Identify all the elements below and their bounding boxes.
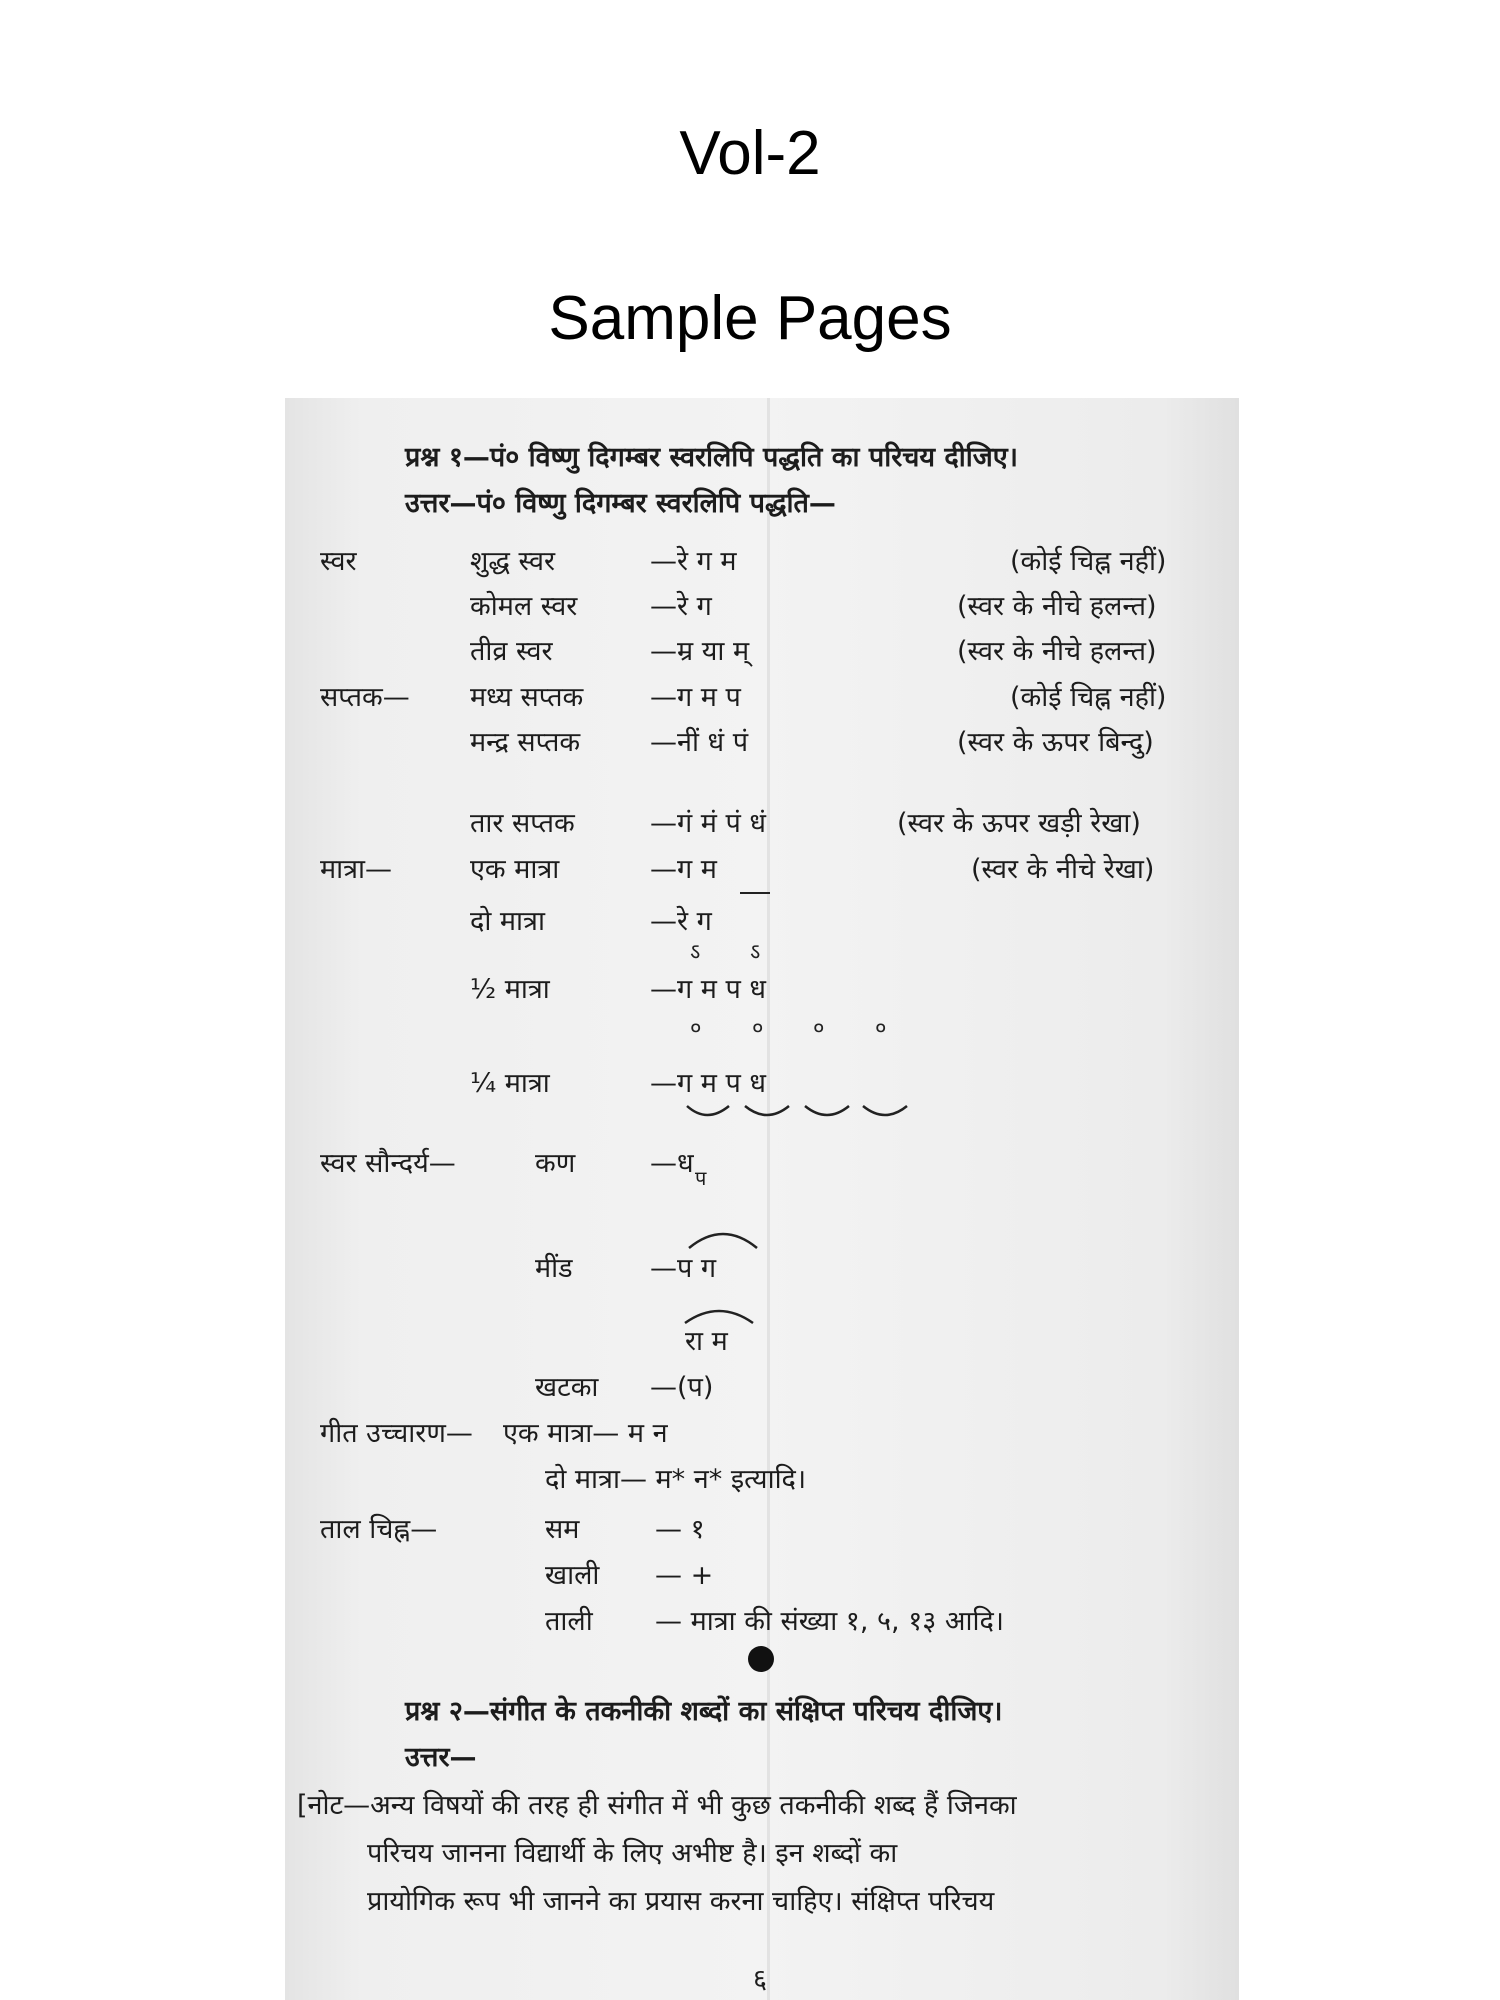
komal-mark: (स्वर के नीचे हलन्त) — [957, 591, 1157, 622]
answer-2: उत्तर— — [405, 1742, 477, 1773]
scanned-page — [285, 398, 1239, 2000]
half-matra-circle: ० — [813, 1016, 825, 1041]
shuddh-mark: (कोई चिह्न नहीं) — [1010, 546, 1167, 577]
answer-1: उत्तर—पं० विष्णु दिगम्बर स्वरलिपि पद्धति— — [405, 488, 836, 519]
ra-ma: रा म — [685, 1326, 728, 1357]
sam-value: — १ — [655, 1514, 705, 1545]
mandra-mark: (स्वर के ऊपर बिन्दु) — [957, 727, 1154, 758]
ek-matra: एक मात्रा — [470, 854, 560, 885]
note-line-3: प्रायोगिक रूप भी जानने का प्रयास करना चाहिए। संक्षिप्त परिचय — [367, 1886, 995, 1917]
meend: मींड — [535, 1253, 573, 1284]
ek-matra-notes: —ग म — [650, 854, 717, 885]
quarter-matra-arcs — [685, 1104, 915, 1126]
madhya-mark: (कोई चिह्न नहीं) — [1010, 682, 1167, 713]
note-line-2: परिचय जानना विद्यार्थी के लिए अभीष्ट है। इन शब्दों का — [367, 1838, 898, 1869]
tivra-mark: (स्वर के नीचे हलन्त) — [957, 636, 1157, 667]
kan-notes: —ध — [650, 1148, 694, 1179]
section-divider-dot — [748, 1646, 774, 1672]
page-fold — [767, 398, 770, 2000]
sam: सम — [545, 1514, 580, 1545]
note-line-1: [नोट—अन्य विषयों की तरह ही संगीत में भी कुछ तकनीकी शब्द हैं जिनका — [297, 1790, 1017, 1821]
tivra-notes: —म्र या म् — [650, 636, 750, 667]
geet-label: गीत उच्चारण— — [320, 1418, 473, 1449]
meend-arc — [685, 1228, 765, 1250]
kan-subscript: प — [695, 1166, 707, 1190]
khali: खाली — [545, 1560, 600, 1591]
avagrah-mark: ऽ — [750, 940, 761, 965]
komal-swar: कोमल स्वर — [470, 591, 578, 622]
tali-value: — मात्रा की संख्या १, ५, १३ आदि। — [655, 1606, 1005, 1637]
half-matra-notes: —ग म प ध — [650, 974, 767, 1005]
khatka-notes: —(प) — [650, 1372, 714, 1403]
question-2: प्रश्न २—संगीत के तकनीकी शब्दों का संक्षिप्त परिचय दीजिए। — [405, 1696, 1003, 1727]
avagrah-mark: ऽ — [690, 940, 701, 965]
question-1: प्रश्न १—पं० विष्णु दिगम्बर स्वरलिपि पद्धति का परिचय दीजिए। — [405, 442, 1018, 473]
mandra-saptak: मन्द्र सप्तक — [470, 727, 581, 758]
taar-mark: (स्वर के ऊपर खड़ी रेखा) — [897, 808, 1141, 839]
mandra-notes: —नीं धं पं — [650, 727, 749, 758]
khatka: खटका — [535, 1372, 599, 1403]
kan: कण — [535, 1148, 576, 1179]
half-matra-circle: ० — [690, 1016, 702, 1041]
komal-notes: —रे ग — [650, 591, 712, 622]
geet-ek-matra: एक मात्रा— म न — [503, 1418, 668, 1449]
page-number: ६ — [753, 1964, 768, 1995]
quarter-matra: ¼ मात्रा — [470, 1068, 550, 1099]
half-matra-circle: ० — [875, 1016, 887, 1041]
tali: ताली — [545, 1606, 593, 1637]
taar-saptak: तार सप्तक — [470, 808, 575, 839]
volume-title: Vol-2 — [679, 119, 821, 188]
matra-label: मात्रा— — [320, 854, 393, 885]
do-matra-notes: —रे ग — [650, 906, 712, 937]
do-matra: दो मात्रा — [470, 906, 545, 937]
madhya-saptak: मध्य सप्तक — [470, 682, 584, 713]
saptak-label: सप्तक— — [320, 682, 410, 713]
shuddh-notes: —रे ग म — [650, 546, 737, 577]
khali-value: — + — [655, 1560, 714, 1591]
ek-matra-underline — [740, 892, 770, 894]
taal-label: ताल चिह्न— — [320, 1514, 438, 1545]
quarter-matra-notes: —ग म प ध — [650, 1068, 767, 1099]
geet-do-matra: दो मात्रा— म* न* इत्यादि। — [545, 1464, 807, 1495]
meend-notes: —प ग — [650, 1253, 717, 1284]
swar-label: स्वर — [320, 546, 357, 577]
tivra-swar: तीव्र स्वर — [470, 636, 553, 667]
half-matra: ½ मात्रा — [470, 974, 550, 1005]
taar-notes: —गं मं पं धं — [650, 808, 767, 839]
sample-pages-title: Sample Pages — [548, 284, 952, 353]
half-matra-circle: ० — [752, 1016, 764, 1041]
saundarya-label: स्वर सौन्दर्य— — [320, 1148, 456, 1179]
meend-arc-2 — [681, 1305, 761, 1325]
madhya-notes: —ग म प — [650, 682, 741, 713]
ek-matra-mark: (स्वर के नीचे रेखा) — [971, 854, 1155, 885]
shuddh-swar: शुद्ध स्वर — [470, 546, 556, 577]
